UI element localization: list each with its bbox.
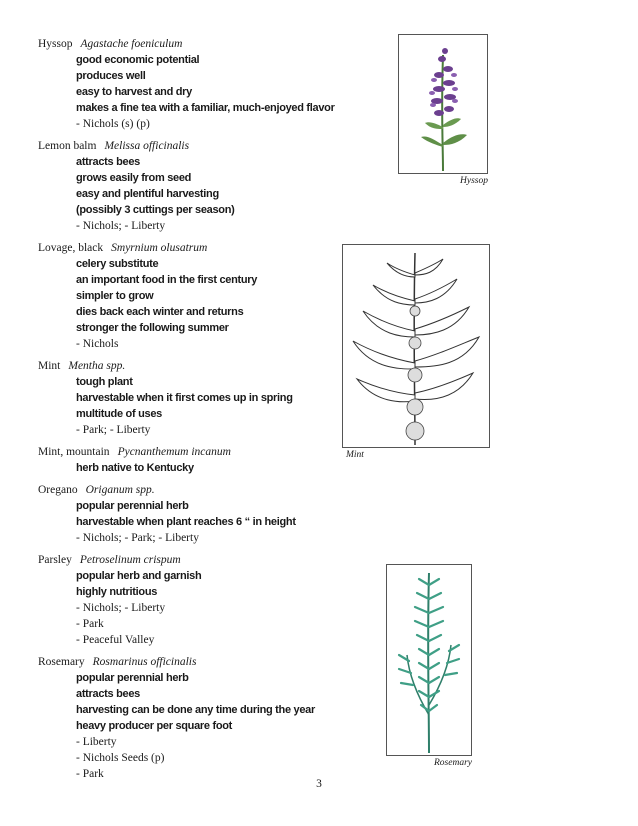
- herb-common-name: Oregano: [38, 484, 78, 496]
- herb-feature: harvesting can be done any time during the year: [76, 704, 315, 716]
- hyssop-illustration: [398, 34, 488, 174]
- page-number: 3: [316, 778, 322, 790]
- herb-feature: popular herb and garnish: [76, 570, 202, 582]
- herb-feature: dies back each winter and returns: [76, 306, 244, 318]
- herb-feature: easy to harvest and dry: [76, 86, 192, 98]
- hyssop-caption: Hyssop: [460, 176, 488, 186]
- herb-source: - Nichols; - Park; - Liberty: [76, 532, 199, 544]
- herb-source: - Nichols Seeds (p): [76, 752, 165, 764]
- herb-feature: makes a fine tea with a familiar, much-enjoyed flavor: [76, 102, 335, 114]
- herb-name-line: [38, 552, 418, 568]
- herb-entry: [38, 482, 418, 546]
- herb-source: - Peaceful Valley: [76, 634, 155, 646]
- herb-entry: [38, 552, 418, 648]
- mint-illustration: [342, 244, 490, 448]
- herb-source: - Nichols: [76, 338, 119, 350]
- mint-figure: [342, 244, 490, 460]
- herb-common-name: Mint: [38, 360, 61, 372]
- herb-source: - Park: [76, 618, 104, 630]
- herb-feature: simpler to grow: [76, 290, 154, 302]
- herb-feature: attracts bees: [76, 688, 140, 700]
- herb-feature: attracts bees: [76, 156, 140, 168]
- herb-source: - Nichols; - Liberty: [76, 602, 166, 614]
- herb-common-name: Lovage, black: [38, 242, 104, 254]
- herb-latin-name: Smyrnium olusatrum: [111, 242, 208, 254]
- herb-name-line: [38, 482, 418, 498]
- herb-entry: [38, 36, 418, 132]
- herb-feature: good economic potential: [76, 54, 200, 66]
- herb-common-name: Hyssop: [38, 38, 73, 50]
- herb-feature: an important food in the first century: [76, 274, 258, 286]
- herb-feature: harvestable when it first comes up in spring: [76, 392, 293, 404]
- herb-source: - Nichols (s) (p): [76, 118, 150, 130]
- herb-feature: (possibly 3 cuttings per season): [76, 204, 235, 216]
- herb-feature: tough plant: [76, 376, 133, 388]
- herb-source: - Park; - Liberty: [76, 424, 151, 436]
- herb-common-name: Parsley: [38, 554, 72, 566]
- herb-feature: heavy producer per square foot: [76, 720, 233, 732]
- rosemary-caption: Rosemary: [434, 758, 472, 768]
- herb-latin-name: Petroselinum crispum: [79, 554, 181, 566]
- herb-feature: herb native to Kentucky: [76, 462, 194, 474]
- rosemary-figure: [386, 564, 472, 768]
- herb-feature: grows easily from seed: [76, 172, 192, 184]
- herb-feature: harvestable when plant reaches 6 “ in height: [76, 516, 296, 528]
- herb-feature: highly nutritious: [76, 586, 158, 598]
- herb-common-name: Mint, mountain: [38, 446, 110, 458]
- herb-entry: [38, 138, 418, 234]
- herb-latin-name: Agastache foeniculum: [80, 38, 183, 50]
- herb-entry: [38, 654, 418, 782]
- herb-source: - Liberty: [76, 736, 117, 748]
- mint-caption: Mint: [346, 450, 364, 460]
- herb-feature: celery substitute: [76, 258, 159, 270]
- herb-latin-name: Rosmarinus officinalis: [92, 656, 197, 668]
- herb-feature: stronger the following summer: [76, 322, 229, 334]
- herb-latin-name: Pycnanthemum incanum: [117, 446, 231, 458]
- herb-latin-name: Melissa officinalis: [104, 140, 190, 152]
- herb-feature: easy and plentiful harvesting: [76, 188, 219, 200]
- hyssop-figure: [398, 34, 488, 186]
- herb-name-line: [38, 654, 418, 670]
- herb-name-line: [38, 138, 418, 154]
- herb-feature: popular perennial herb: [76, 500, 189, 512]
- herb-common-name: Rosemary: [38, 656, 85, 668]
- herb-latin-name: Origanum spp.: [85, 484, 155, 496]
- herb-name-line: [38, 36, 418, 52]
- herb-feature: produces well: [76, 70, 146, 82]
- herb-source: - Nichols; - Liberty: [76, 220, 166, 232]
- rosemary-illustration: [386, 564, 472, 756]
- herb-common-name: Lemon balm: [38, 140, 97, 152]
- herb-feature: popular perennial herb: [76, 672, 189, 684]
- herb-feature: multitude of uses: [76, 408, 162, 420]
- herb-latin-name: Mentha spp.: [68, 360, 126, 372]
- herb-source: - Park: [76, 768, 104, 780]
